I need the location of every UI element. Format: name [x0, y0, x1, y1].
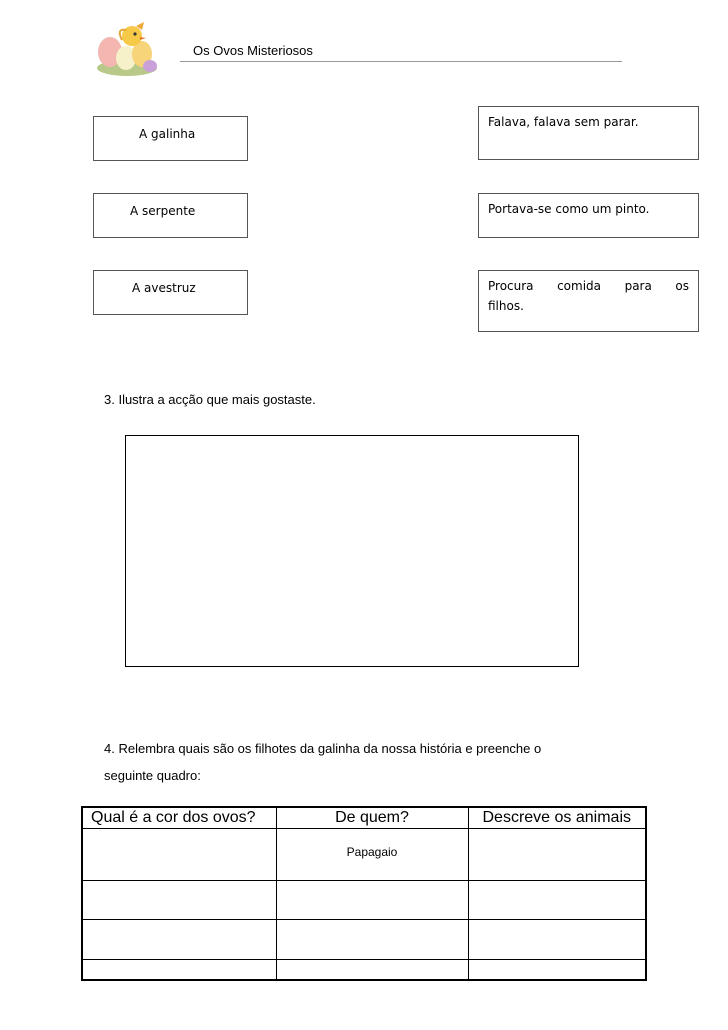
match-right-3 — [478, 270, 699, 332]
match-left-2 — [93, 193, 248, 238]
match-right-1 — [478, 106, 699, 160]
match-right-label-line: Procura comida para os — [488, 279, 689, 293]
match-right-label: Portava-se como um pinto. — [488, 202, 650, 216]
match-left-label: A serpente — [130, 204, 196, 218]
table-row — [82, 881, 646, 920]
match-right-label: Falava, falava sem parar. — [488, 115, 639, 129]
table-cell[interactable] — [468, 881, 646, 920]
table-cell[interactable] — [276, 960, 468, 980]
table-row — [82, 960, 646, 980]
match-right-label-line: filhos. — [488, 299, 524, 313]
table-cell[interactable] — [468, 829, 646, 881]
table-header-whose: De quem? — [276, 807, 468, 829]
question-4-line-1: 4. Relembra quais são os filhotes da galinha da nossa história e preenche o — [104, 741, 542, 756]
table-header-describe: Descreve os animais — [468, 807, 646, 829]
table-cell[interactable] — [276, 881, 468, 920]
match-left-label: A avestruz — [132, 281, 196, 295]
table-cell[interactable]: Papagaio — [276, 829, 468, 881]
table-row — [82, 920, 646, 960]
table-row — [82, 829, 646, 881]
table-cell[interactable] — [468, 960, 646, 980]
easter-chick-eggs-icon — [92, 20, 162, 78]
table-header-row — [82, 807, 646, 829]
table-cell[interactable] — [82, 960, 276, 980]
question-3: 3. Ilustra a acção que mais gostaste. — [104, 392, 316, 407]
drawing-area[interactable] — [125, 435, 579, 667]
match-right-2 — [478, 193, 699, 238]
table-cell[interactable] — [468, 920, 646, 960]
match-left-1 — [93, 116, 248, 161]
table-cell[interactable] — [82, 881, 276, 920]
animals-table — [81, 806, 647, 981]
question-4-line-2: seguinte quadro: — [104, 768, 201, 783]
match-left-3 — [93, 270, 248, 315]
header-title: Os Ovos Misteriosos — [193, 43, 313, 58]
table-cell[interactable] — [82, 829, 276, 881]
table-cell[interactable] — [82, 920, 276, 960]
table-header-egg-color: Qual é a cor dos ovos? — [82, 807, 276, 829]
header-divider — [180, 61, 622, 62]
table-cell[interactable] — [276, 920, 468, 960]
match-left-label: A galinha — [139, 127, 196, 141]
